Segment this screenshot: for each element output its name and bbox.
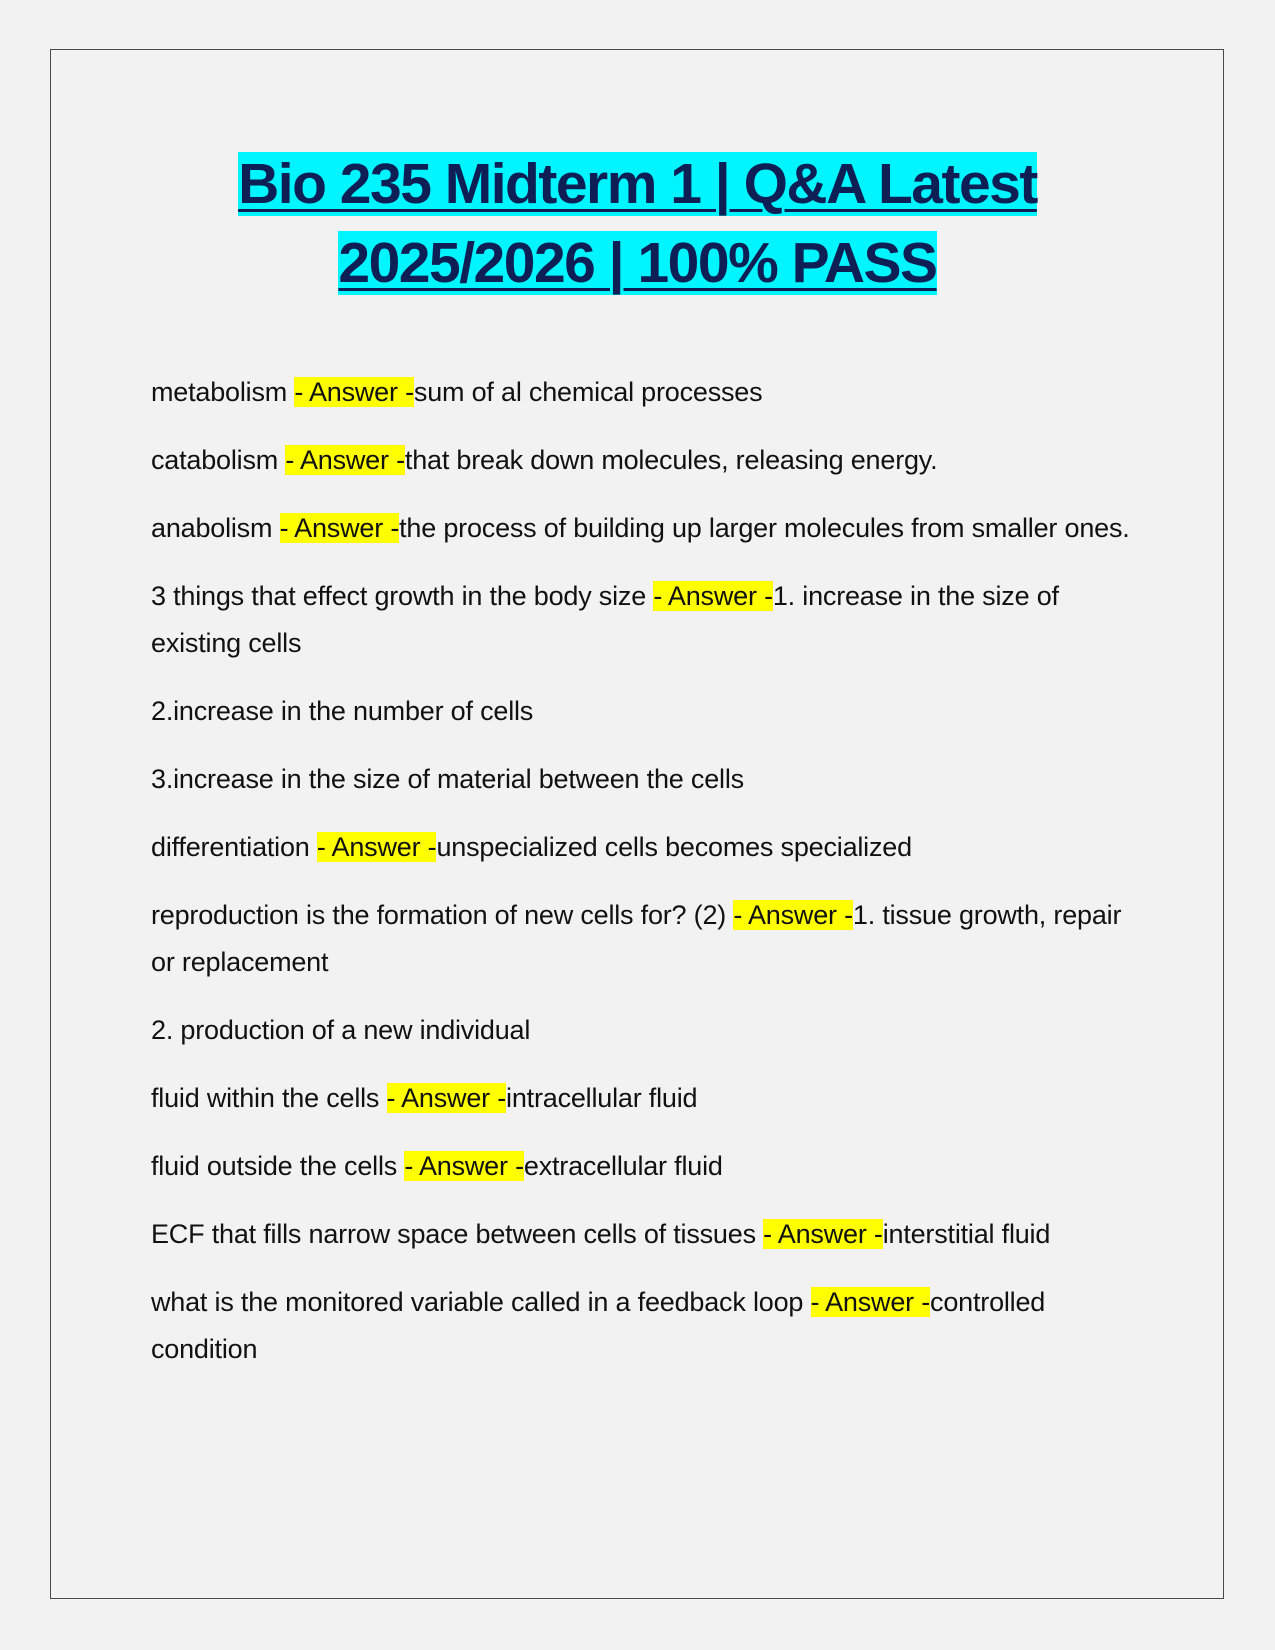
qa-item — [151, 1143, 1131, 1190]
question-text: differentiation — [151, 832, 317, 862]
answer-text: the process of building up larger molecules from smaller ones. — [399, 513, 1130, 543]
qa-item — [151, 892, 1131, 986]
qa-item — [151, 369, 1131, 416]
answer-marker: - Answer - — [386, 1083, 507, 1113]
question-text: metabolism — [151, 377, 295, 407]
question-text: 3 things that effect growth in the body size — [151, 581, 654, 611]
answer-text: interstitial fluid — [882, 1219, 1051, 1249]
question-text: anabolism — [151, 513, 280, 543]
answer-marker: - Answer - — [316, 832, 437, 862]
qa-item — [151, 1075, 1131, 1122]
question-text: ECF that fills narrow space between cells of tissues — [151, 1219, 764, 1249]
document-title — [60, 145, 1215, 303]
answer-text: 1. increase in the size of existing cells — [151, 581, 1059, 658]
question-text: what is the monitored variable called in a feedback loop — [151, 1287, 811, 1317]
qa-item — [151, 1279, 1131, 1373]
answer-marker: - Answer - — [404, 1151, 524, 1181]
answer-text: unspecialized cells becomes specialized — [436, 832, 912, 862]
title-line-1: Bio 235 Midterm 1 | Q&A Latest — [238, 152, 1037, 216]
answer-marker: - Answer - — [279, 513, 400, 543]
qa-list — [151, 369, 1131, 1394]
question-text: catabolism — [151, 445, 286, 475]
title-line-2: 2025/2026 | 100% PASS — [338, 231, 937, 295]
answer-marker: - Answer - — [733, 900, 853, 930]
qa-item — [151, 1211, 1131, 1258]
answer-marker: - Answer - — [810, 1287, 931, 1317]
answer-continuation: 3.increase in the size of material between the cells — [151, 764, 744, 794]
answer-text: intracellular fluid — [506, 1083, 698, 1113]
question-text: reproduction is the formation of new cells for? (2) — [151, 900, 734, 930]
answer-marker: - Answer - — [653, 581, 773, 611]
qa-item — [151, 573, 1131, 667]
question-text: fluid within the cells — [151, 1083, 387, 1113]
answer-continuation: 2. production of a new individual — [151, 1015, 531, 1045]
question-text: fluid outside the cells — [151, 1151, 405, 1181]
answer-continuation: 2.increase in the number of cells — [151, 696, 534, 726]
answer-marker: - Answer - — [294, 377, 414, 407]
qa-item — [151, 437, 1131, 484]
answer-text: 1. tissue growth, repair or replacement — [151, 900, 1122, 977]
qa-item — [151, 505, 1131, 552]
answer-text: controlled condition — [151, 1287, 1046, 1364]
answer-marker: - Answer - — [285, 445, 405, 475]
qa-item — [151, 824, 1131, 871]
answer-text: sum of al chemical processes — [413, 377, 763, 407]
answer-marker: - Answer - — [763, 1219, 883, 1249]
answer-text: extracellular fluid — [523, 1151, 723, 1181]
answer-text: that break down molecules, releasing energy. — [404, 445, 938, 475]
